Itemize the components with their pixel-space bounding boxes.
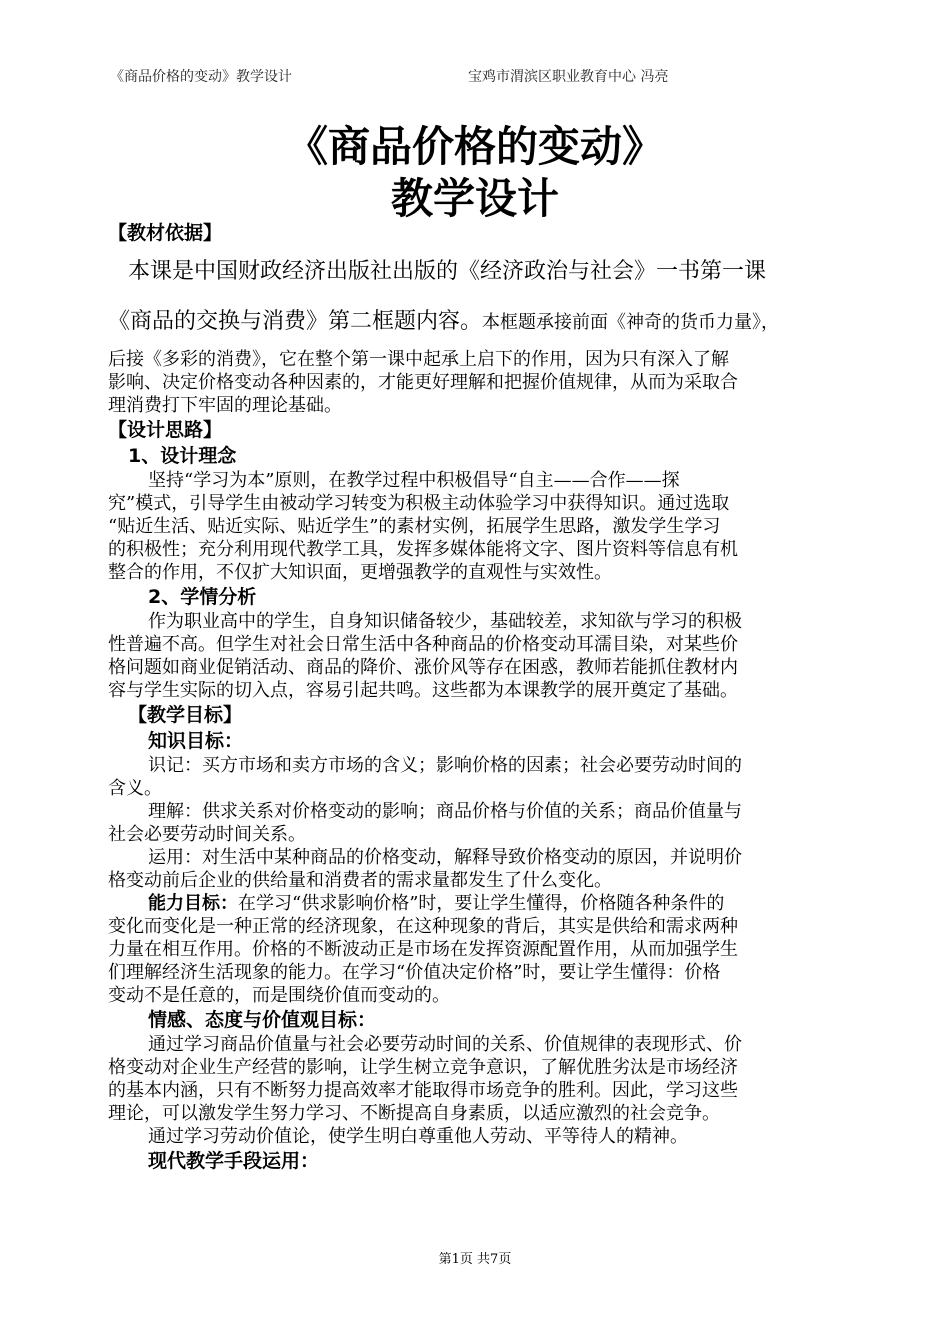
remember-line: 识记：买方市场和卖方市场的含义；影响价格的因素；社会必要劳动时间的 — [148, 755, 742, 776]
basis-line: 后接《多彩的消费》，它在整个第一课中起承上启下的作用，因为只有深入了解 — [108, 349, 729, 370]
ability-text: 在学习“供求影响价格”时，要让学生懂得，价格随各种条件的 — [238, 893, 725, 914]
basis-line: 影响、决定价格变动各种因素的，才能更好理解和把握价值规律，从而为采取合 — [108, 372, 738, 393]
analysis-line: 容与学生实际的切入点，容易引起共鸣。这些都为本课教学的展开奠定了基础。 — [108, 680, 738, 701]
understand-line: 社会必要劳动时间关系。 — [108, 824, 306, 845]
concept-line: 整合的作用，不仅扩大知识面，更增强教学的直观性与实效性。 — [108, 562, 612, 583]
basis-line: 本课是中国财政经济出版社出版的《经济政治与社会》一书第一课 — [128, 259, 767, 284]
emotion-line: 通过学习劳动价值论，使学生明白尊重他人劳动、平等待人的精神。 — [148, 1126, 688, 1147]
emotion-line: 通过学习商品价值量与社会必要劳动时间的关系、价值规律的表现形式、价 — [148, 1034, 742, 1055]
emotion-line: 格变动对企业生产经营的影响，让学生树立竞争意识，了解优胜劣汰是市场经济 — [108, 1057, 738, 1078]
concept-line: 的积极性；充分利用现代教学工具，发挥多媒体能将文字、图片资料等信息有机 — [108, 539, 738, 560]
header-author: 宝鸡市渭滨区职业教育中心 冯亮 — [468, 69, 669, 85]
basis-line: 理消费打下牢固的理论基础。 — [108, 395, 342, 416]
emotion-heading: 情感、态度与价值观目标： — [148, 1009, 377, 1031]
ability-line: 们理解经济生活现象的能力。在学习“价值决定价格”时，要让学生懂得：价格 — [108, 962, 721, 983]
concept-heading: 1、设计理念 — [128, 445, 237, 467]
page-footer: 第1页 共7页 — [438, 1252, 512, 1267]
basis-heading: 【教材依据】 — [108, 222, 223, 244]
ability-line: 变化而变化是一种正常的经济现象，在这种现象的背后，其实是供给和需求两种 — [108, 916, 738, 937]
remember-line: 含义。 — [108, 778, 162, 799]
concept-line: “贴近生活、贴近实际、贴近学生”的素材实例，拓展学生思路，激发学生学习 — [108, 516, 721, 537]
document-body — [108, 220, 868, 1174]
ability-line: 力量在相互作用。价格的不断波动正是市场在发挥资源配置作用，从而加强学生 — [108, 939, 738, 960]
ability-line — [108, 892, 868, 915]
concept-line: 究”模式，引导学生由被动学习转变为积极主动体验学习中获得知识。通过选取 — [108, 493, 730, 514]
ability-label: 能力目标： — [148, 893, 238, 914]
design-heading: 【设计思路】 — [108, 419, 223, 441]
document-title-line2: 教学设计 — [390, 174, 559, 223]
basis-line — [108, 308, 868, 336]
analysis-line: 格问题如商业促销活动、商品的降价、涨价风等存在困惑，教师若能抓住教材内 — [108, 657, 738, 678]
header-doc-title: 《商品价格的变动》教学设计 — [110, 69, 292, 85]
goals-heading: 【教学目标】 — [128, 704, 243, 726]
knowledge-heading: 知识目标： — [148, 730, 244, 752]
concept-line: 坚持“学习为本”原则，在教学过程中积极倡导“自主——合作——探 — [148, 470, 680, 491]
emotion-line: 理论，可以激发学生努力学习、不断提高自身素质，以适应激烈的社会竞争。 — [108, 1103, 720, 1124]
analysis-heading: 2、学情分析 — [148, 586, 257, 608]
emotion-line: 的基本内涵，只有不断努力提高效率才能取得市场竞争的胜利。因此，学习这些 — [108, 1080, 738, 1101]
basis-line-small: 本框题承接前面《神奇的货币力量》， — [482, 312, 780, 333]
page-header — [110, 66, 840, 88]
analysis-line: 性普遍不高。但学生对社会日常生活中各种商品的价格变动耳濡目染，对某些价 — [108, 634, 738, 655]
analysis-line: 作为职业高中的学生，自身知识储备较少，基础较差，求知欲与学习的积极 — [148, 611, 742, 632]
modern-heading: 现代教学手段运用： — [148, 1150, 320, 1172]
basis-line-large: 《商品的交换与消费》第二框题内容。 — [108, 309, 483, 334]
understand-line: 理解：供求关系对价格变动的影响；商品价格与价值的关系；商品价值量与 — [148, 801, 742, 822]
apply-line: 运用：对生活中某种商品的价格变动，解释导致价格变动的原因，并说明价 — [148, 847, 742, 868]
apply-line: 格变动前后企业的供给量和消费者的需求量都发生了什么变化。 — [108, 870, 612, 891]
ability-line: 变动不是任意的，而是围绕价值而变动的。 — [108, 985, 450, 1006]
document-title-line1: 《商品价格的变动》 — [285, 122, 664, 171]
